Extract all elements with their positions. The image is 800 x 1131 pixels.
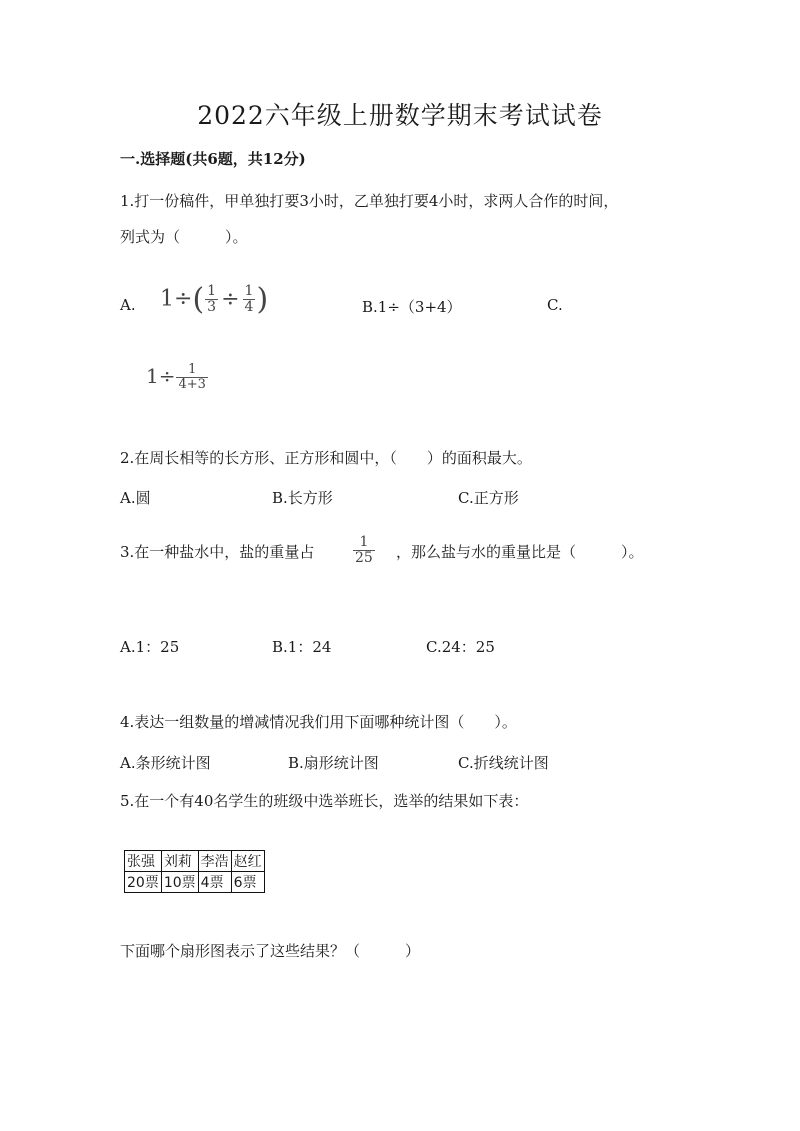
q1-option-a-frac1-den: 3 xyxy=(207,298,217,315)
q2-option-c: C.正方形 xyxy=(458,489,519,507)
q3-fraction xyxy=(352,535,376,566)
q1-text-line1: 1.打一份稿件，甲单独打要3小时，乙单独打要4小时，求两人合作的时间， xyxy=(120,192,619,210)
q3-frac-num: 1 xyxy=(359,534,369,550)
q5-text: 5.在一个有40名学生的班级中选举班长，选举的结果如下表： xyxy=(120,792,529,810)
page-title: 2022六年级上册数学期末考试试卷 xyxy=(197,101,603,130)
q1-option-a-op: ÷ xyxy=(221,286,240,312)
q1-option-c-label: C. xyxy=(547,296,563,314)
table-row xyxy=(125,872,265,893)
table-cell-votes: 6票 xyxy=(231,872,264,893)
q3-frac-den: 25 xyxy=(355,549,373,566)
q1-option-a-lead: 1÷ xyxy=(160,286,193,312)
q3-option-b: B.1：24 xyxy=(272,638,332,656)
q1-option-a-label: A. xyxy=(120,296,136,314)
table-cell-votes: 10票 xyxy=(161,872,198,893)
q2-option-a: A.圆 xyxy=(120,489,151,507)
q2-option-b: B.长方形 xyxy=(272,489,333,507)
q3-option-c: C.24：25 xyxy=(426,638,495,656)
q3-text-before: 3.在一种盐水中，盐的重量占 xyxy=(120,543,315,561)
table-cell-name: 张强 xyxy=(125,851,162,872)
q1-option-b: B.1÷（3+4） xyxy=(362,298,462,316)
q4-text: 4.表达一组数量的增减情况我们用下面哪种统计图（ ）。 xyxy=(120,713,517,731)
q1-option-a-frac1-num: 1 xyxy=(207,283,217,299)
table-cell-votes: 20票 xyxy=(125,872,162,893)
q5-votes-table xyxy=(124,850,265,893)
table-cell-name: 李浩 xyxy=(198,851,231,872)
q1-option-c-num: 1 xyxy=(188,362,197,377)
section-heading: 一.选择题(共6题，共12分) xyxy=(120,150,306,168)
table-cell-name: 刘莉 xyxy=(161,851,198,872)
q1-text-line2: 列式为（ ）。 xyxy=(120,228,248,246)
table-cell-name: 赵红 xyxy=(231,851,264,872)
table-cell-votes: 4票 xyxy=(198,872,231,893)
q1-option-c-den: 4+3 xyxy=(178,376,206,392)
q4-option-c: C.折线统计图 xyxy=(458,754,549,772)
q3-text-after: ，那么盐与水的重量比是（ ）。 xyxy=(396,543,644,561)
q1-option-a-frac2-num: 1 xyxy=(244,283,254,299)
q3-option-a: A.1：25 xyxy=(120,638,180,656)
q4-option-b: B.扇形统计图 xyxy=(288,754,379,772)
q4-option-a: A.条形统计图 xyxy=(120,754,211,772)
q1-option-c-formula xyxy=(146,363,209,392)
q1-option-a-frac2-den: 4 xyxy=(244,298,254,315)
table-row xyxy=(125,851,265,872)
q5-follow-text: 下面哪个扇形图表示了这些结果？（ ） xyxy=(120,942,421,960)
q2-text: 2.在周长相等的长方形、正方形和圆中，（ ）的面积最大。 xyxy=(120,449,532,467)
q1-option-a-formula: 1÷( $\frac{1}{3}$ ÷ $\frac{1}{4}$ ) xyxy=(160,281,269,317)
q1-option-c-lead: 1÷ xyxy=(146,363,176,388)
